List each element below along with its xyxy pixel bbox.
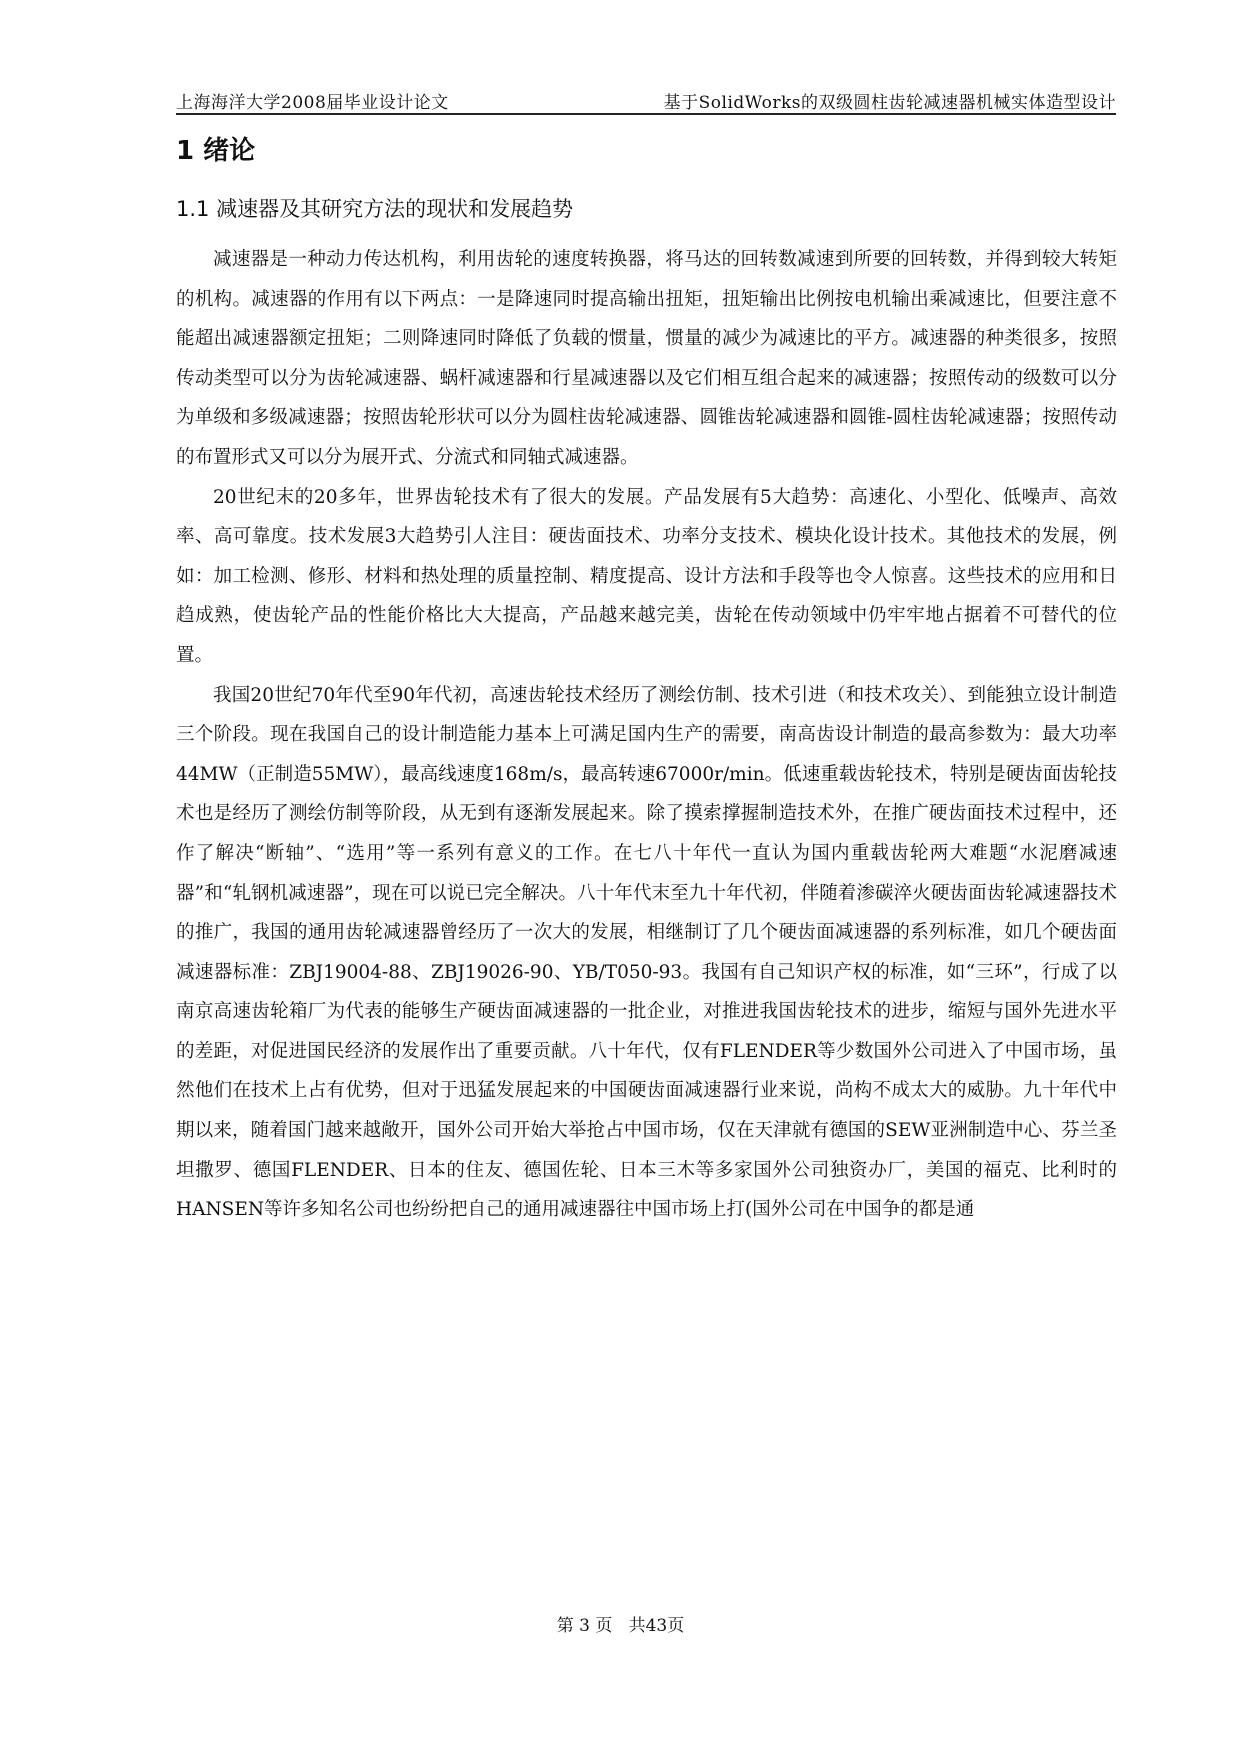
paragraph: 我国20世纪70年代至90年代初，高速齿轮技术经历了测绘仿制、技术引进（和技术攻关）、到能独立设计制造三个阶段。现在我国自己的设计制造能力基本上可满足国内生产的需要，南高齿设计制造的最高参数为：最大功率44MW（正制造55MW），最高线速度168m/s，最高转速67000r/min。低速重载齿轮技术，特别是硬齿面齿轮技术也是经历了测绘仿制等阶段，从无到有逐渐发展起来。除了摸索撑握制造技术外，在推广硬齿面技术过程中，还作了解决“断轴”、“选用”等一系列有意义的工作。在七八十年代一直认为国内重载齿轮两大难题“水泥磨减速器”和“轧钢机减速器”，现在可以说已完全解决。八十年代末至九十年代初，伴随着渗碳淬火硬齿面齿轮减速器技术的推广，我国的通用齿轮减速器曾经历了一次大的发展，相继制订了几个硬齿面减速器的系列标准，如几个硬齿面减速器标准：ZBJ19004-88、ZBJ19026-90、YB/T050-93。我国有自己知识产权的标准，如“三环”，行成了以南京高速齿轮箱厂为代表的能够生产硬齿面减速器的一批企业，对推进我国齿轮技术的进步，缩短与国外先进水平的差距，对促进国民经济的发展作出了重要贡献。八十年代，仅有FLENDER等少数国外公司进入了中国市场，虽然他们在技术上占有优势，但对于迅猛发展起来的中国硬齿面减速器行业来说，尚构不成太大的威胁。九十年代中期以来，随着国门越来越敞开，国外公司开始大举抢占中国市场，仅在天津就有德国的SEW亚洲制造中心、芬兰圣坦撒罗、德国FLENDER、日本的住友、德国佐轮、日本三木等多家国外公司独资办厂，美国的福克、比利时的HANSEN等许多知名公司也纷纷把自己的通用减速器往中国市场上打(国外公司在中国争的都是通 bbox=[176, 684, 1117, 1221]
header-thesis-label: 上海海洋大学2008届毕业设计论文 bbox=[176, 93, 449, 113]
header-divider bbox=[176, 113, 1116, 115]
paragraph: 减速器是一种动力传达机构，利用齿轮的速度转换器，将马达的回转数减速到所要的回转数，并得到较大转矩的机构。减速器的作用有以下两点：一是降速同时提高输出扭矩，扭矩输出比例按电机输出乘减速比，但要注意不能超出减速器额定扭矩；二则降速同时降低了负载的惯量，惯量的减少为减速比的平方。减速器的种类很多，按照传动类型可以分为齿轮减速器、蜗杆减速器和行星减速器以及它们相互组合起来的减速器；按照传动的级数可以分为单级和多级减速器；按照齿轮形状可以分为圆柱齿轮减速器、圆锥齿轮减速器和圆锥-圆柱齿轮减速器；按照传动的布置形式又可以分为展开式、分流式和同轴式减速器。 bbox=[176, 249, 1117, 468]
section-title: 1.1 减速器及其研究方法的现状和发展趋势 bbox=[176, 197, 574, 221]
page-header bbox=[176, 86, 1116, 114]
header-thesis-title: 基于SolidWorks的双级圆柱齿轮减速器机械实体造型设计 bbox=[663, 93, 1116, 113]
chapter-title: 1 绪论 bbox=[176, 136, 256, 166]
body-text bbox=[176, 240, 1117, 1230]
page-number: 第 3 页 共43页 bbox=[556, 1616, 685, 1636]
paragraph: 20世纪末的20多年，世界齿轮技术有了很大的发展。产品发展有5大趋势：高速化、小型化、低噪声、高效率、高可靠度。技术发展3大趋势引人注目：硬齿面技术、功率分支技术、模块化设计技术。其他技术的发展，例如：加工检测、修形、材料和热处理的质量控制、精度提高、设计方法和手段等也令人惊喜。这些技术的应用和日趋成熟，使齿轮产品的性能价格比大大提高，产品越来越完美，齿轮在传动领域中仍牢牢地占据着不可替代的位置。 bbox=[176, 486, 1117, 666]
